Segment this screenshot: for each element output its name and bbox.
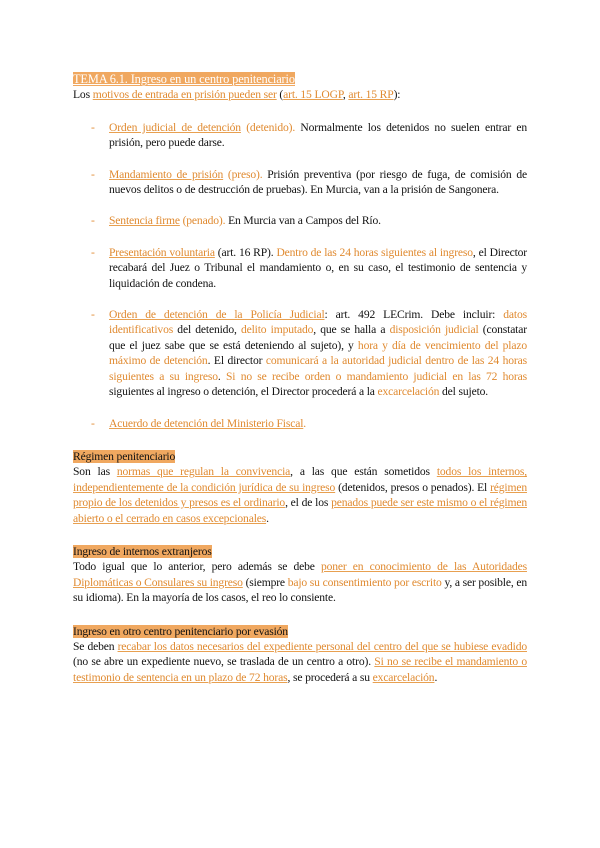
list-bullet: - [91, 416, 95, 430]
item-label-link[interactable]: Orden judicial de detención [109, 120, 241, 134]
section-body: Se deben recabar los datos necesarios del expediente personal del centro del que se hubiese evadido (no se abre un expediente nuevo, se traslada de un centro a otro). Si no se recibe el mandamiento o testimonio de sentencia en un plazo de 72 horas, se procederá a su excarcelación. [73, 639, 527, 684]
highlight-link[interactable]: excarcelación [372, 670, 435, 684]
list-bullet: - [91, 167, 95, 181]
section-evasion [73, 624, 527, 686]
list-item: - Orden de detención de la Policía Judicial: art. 492 LECrim. Debe incluir: datos identificativos del detenido, delito imputado, que se halla a disposición judicial (constatar que el juez sabe que se está deteniendo al sujeto), y hora y día de vencimiento del plazo máximo de detención. El director comunicará a la autoridad judicial dentro de las 24 horas siguientes a su ingreso. Si no se recibe orden o mandamiento judicial en las 72 horas siguientes al ingreso o detención, el Director procederá a la excarcelación del sujeto. [91, 308, 528, 399]
intro-paragraph: Los motivos de entrada en prisión pueden ser (art. 15 LOGP, art. 15 RP): [73, 88, 401, 102]
entry-reasons-list [73, 120, 527, 431]
section-body: Son las normas que regulan la convivencia, a las que están sometidos todos los internos, independientemente de la condición jurídica de su ingreso (detenidos, presos o penados). El régimen propio de los detenidos y presos es el ordinario, el de los penados puede ser este mismo o el régimen abierto o el cerrado en casos excepcionales. [73, 465, 527, 525]
list-item: - Acuerdo de detención del Ministerio Fiscal. [91, 416, 307, 430]
item-label-link[interactable]: Acuerdo de detención del Ministerio Fiscal [109, 416, 304, 430]
item-label-link[interactable]: Orden de detención de la Policía Judicial [109, 308, 325, 322]
list-item: - Orden judicial de detención (detenido). Normalmente los detenidos no suelen entrar en prisión, pero puede darse. [91, 120, 527, 150]
ref-rp-link[interactable]: art. 15 RP [348, 88, 394, 102]
title-line [73, 72, 527, 87]
highlight-link[interactable]: todos los internos, independientemente de la condición jurídica de su ingreso [73, 465, 527, 494]
list-item: - Mandamiento de prisión (preso). Prisión preventiva (por riesgo de fuga, de comisión de nuevos delitos o de destrucción de pruebas). En Murcia, van a la prisión de Sangonera. [91, 167, 527, 197]
list-bullet: - [91, 120, 95, 134]
highlight-link[interactable]: recabar los datos necesarios del expediente personal del centro del que se hubiese evadido [117, 639, 527, 653]
page-title: TEMA 6.1. Ingreso en un centro penitenciario [73, 72, 295, 86]
highlight-link[interactable]: poner en conocimiento de las Autoridades Diplomáticas o Consulares su ingreso [73, 560, 527, 589]
list-item: - Presentación voluntaria (art. 16 RP). Dentro de las 24 horas siguientes al ingreso, el Director recabará del Juez o Tribunal el mandamiento o, en su caso, el testimonio de sentencia y liquidación de condena. [91, 245, 528, 290]
section-heading: Ingreso de internos extranjeros [73, 544, 212, 558]
list-item: - Sentencia firme (penado). En Murcia van a Campos del Río. [91, 214, 381, 228]
section-body: Todo igual que lo anterior, pero además se debe poner en conocimiento de las Autoridades Diplomáticas o Consulares su ingreso (siempre bajo su consentimiento por escrito y, a ser posible, en su idioma). En la mayoría de los casos, el reo lo consiente. [73, 560, 528, 605]
intro-link[interactable]: motivos de entrada en prisión pueden ser [92, 88, 277, 102]
section-heading: Régimen penitenciario [73, 449, 176, 463]
list-bullet: - [91, 308, 95, 322]
section-heading: Ingreso en otro centro penitenciario por evasión [73, 624, 288, 638]
highlight-link[interactable]: penados puede ser este mismo o el régimen abierto o el cerrado en casos excepcionales [73, 496, 527, 525]
ref-logp-link[interactable]: art. 15 LOGP [283, 88, 343, 102]
list-bullet: - [91, 245, 95, 259]
list-bullet: - [91, 214, 95, 228]
highlight-link[interactable]: Si no se recibe el mandamiento o testimonio de sentencia en un plazo de 72 horas [73, 655, 527, 684]
section-regimen [73, 449, 527, 526]
item-label-link[interactable]: Mandamiento de prisión [109, 167, 224, 181]
highlight-link[interactable]: normas que regulan la convivencia [116, 465, 291, 479]
highlight-link[interactable]: régimen propio de los detenidos y presos es el ordinario [73, 480, 527, 510]
section-extranjeros [73, 544, 527, 606]
item-label-link[interactable]: Sentencia firme [109, 214, 180, 228]
item-label-link[interactable]: Presentación voluntaria [109, 245, 215, 259]
